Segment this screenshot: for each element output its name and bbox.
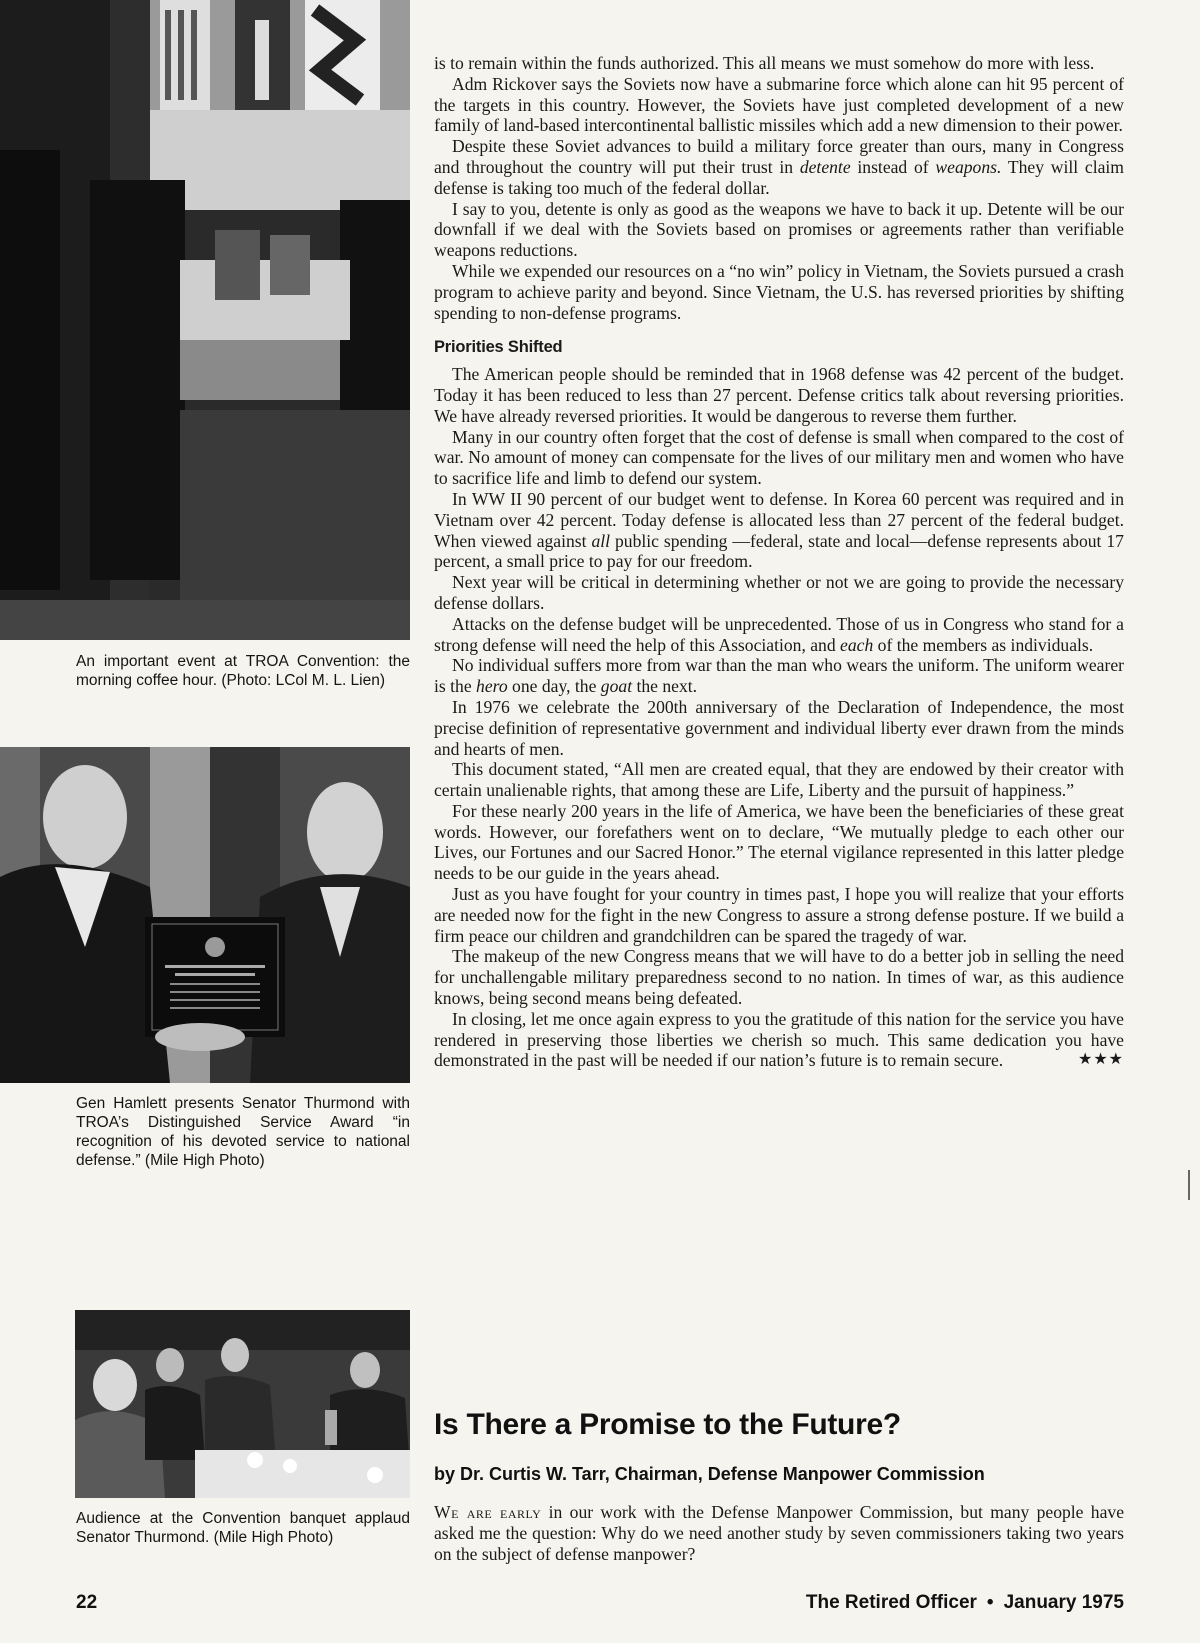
end-of-article-stars: ★★★ (1077, 1051, 1124, 1069)
feature-lead-paragraph: We are early in our work with the Defense Manpower Commission, but many people have asked me the question: Why do we need another study by seven commissioners taking two years on the subject of defense manpower? (434, 1502, 1125, 1564)
photo-award-presentation (0, 747, 410, 1083)
article-paragraph: Despite these Soviet advances to build a military force greater than ours, many in Congress and throughout the country will put their trust in detente instead of weapons. They will claim defense is taking too much of the federal dollar. (434, 136, 1124, 198)
issue-date: January 1975 (1003, 1592, 1124, 1613)
article-body (434, 53, 1124, 1071)
publication-name: The Retired Officer (805, 1592, 977, 1613)
article-paragraph: While we expended our resources on a “no win” policy in Vietnam, the Soviets pursued a crash program to achieve parity and beyond. Since Vietnam, the U.S. has reversed priorities by shifting spending to non-defense programs. (434, 260, 1124, 323)
article-paragraph: In closing, let me once again express to you the gratitude of this nation for the service you have rendered in preserving those liberties we cherish so much. This same dedication you have demonstrated in the past will be needed if our nation’s future is to remain secure. ★★★ (434, 1008, 1124, 1071)
article-paragraph: Many in our country often forget that the cost of defense is small when compared to the cost of war. No amount of money can compensate for the lives of our military men and women who have to sacrifice life and limb to defend our system. (434, 426, 1124, 489)
photo-caption-award: Gen Hamlett presents Senator Thurmond with TROA’s Distinguished Service Award “in recognition of his devoted service to national defense.” (Mile High Photo) (76, 1095, 410, 1169)
article-paragraph: The makeup of the new Congress means that we will have to do a better job in selling the need for unchallengable military preparedness second to no nation. In times of war, as this audience knows, being second means being defeated. (434, 946, 1124, 1009)
photo-coffee-hour (0, 0, 410, 640)
article-paragraph: No individual suffers more from war than the man who wears the uniform. The uniform wearer is the hero one day, the goat the next. (434, 655, 1124, 697)
page-edge-mark (1188, 1170, 1190, 1200)
section-heading: Priorities Shifted (434, 338, 563, 357)
article-paragraph: Adm Rickover says the Soviets now have a submarine force which alone can hit 95 percent of the targets in this country. However, the Soviets have just completed development of a new family of land-based intercontinental ballistic missiles which add a new dimension to their power. (434, 73, 1124, 136)
article-paragraph: This document stated, “All men are created equal, that they are endowed by their creator with certain unalienable rights, that among these are Life, Liberty and the pursuit of happiness.” (434, 759, 1124, 801)
article-paragraph: I say to you, detente is only as good as the weapons we have to back it up. Detente will be our downfall if we deal with the Soviets based on promises or agreements rather than verifiable weapons reductions. (434, 198, 1124, 261)
photo-banquet-audience (75, 1310, 410, 1498)
page-number: 22 (76, 1592, 98, 1613)
footer-separator: • (986, 1592, 994, 1613)
running-footer (806, 1592, 1124, 1614)
article-paragraph: The American people should be reminded that in 1968 defense was 42 percent of the budget. Today it has been reduced to less than 27 percent. Defense critics talk about reversing priorities. We have already reversed priorities. It would be dangerous to reverse them further. (434, 364, 1124, 426)
article-paragraph: In 1976 we celebrate the 200th anniversary of the Declaration of Independence, the most precise definition of representative government and individual liberty ever drawn from the minds and hearts of men. (434, 696, 1124, 759)
photo-caption-banquet: Audience at the Convention banquet applaud Senator Thurmond. (Mile High Photo) (76, 1510, 410, 1546)
feature-byline: by Dr. Curtis W. Tarr, Chairman, Defense Manpower Commission (434, 1464, 985, 1484)
lead-in-smallcaps: We are early (434, 1502, 542, 1522)
article-paragraph: Just as you have fought for your country in times past, I hope you will realize that your efforts are needed now for the fight in the new Congress to assure a strong defense posture. If we build a firm peace our children and grandchildren can be spared the tragedy of war. (434, 884, 1124, 946)
article-paragraph: In WW II 90 percent of our budget went to defense. In Korea 60 percent was required and in Vietnam over 42 percent. Today defense is allocated less than 27 percent of the federal budget. When viewed against all public spending —federal, state and local—defense represents about 17 percent, a small price to pay for our freedom. (434, 488, 1124, 572)
photo-caption-coffee-hour: An important event at TROA Convention: the morning coffee hour. (Photo: LCol M. L. Lien) (76, 653, 410, 689)
article-paragraph: For these nearly 200 years in the life of America, we have been the beneficiaries of these great words. However, our forefathers went on to declare, “We mutually pledge to each other our Lives, our Fortunes and our Sacred Honor.” The eternal vigilance represented in this latter pledge needs to be our guide in the years ahead. (434, 800, 1124, 884)
article-paragraph: is to remain within the funds authorized. This all means we must somehow do more with less. (434, 53, 1095, 73)
article-paragraph: Attacks on the defense budget will be unprecedented. Those of us in Congress who stand for a strong defense will need the help of this Association, and each of the members as individuals. (434, 613, 1124, 655)
feature-title: Is There a Promise to the Future? (434, 1408, 901, 1441)
article-paragraph: Next year will be critical in determining whether or not we are going to provide the necessary defense dollars. (434, 572, 1124, 613)
